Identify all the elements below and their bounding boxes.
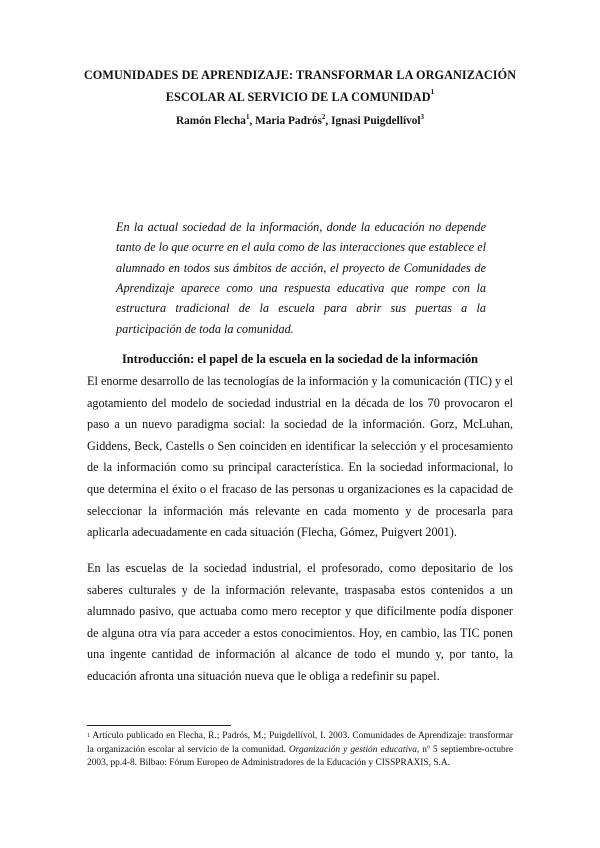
author-name: Maria Padrós (255, 115, 322, 127)
footnote (87, 730, 513, 771)
footnote-text-end: , nº 5 septiembre-octubre 2003, pp.4-8. Bilbao: Fórum Europeo de Administradores de la Educación y CISSPRAXIS, S.A. (87, 744, 513, 769)
footnote-text: Artículo publicado en Flecha, R.; Padrós, M.; Puigdellívol, I. 2003. Comunidades de Aprendizaje: transformar la organización escolar al servicio de la comunidad. (87, 731, 514, 755)
section-heading: Introducción: el papel de la escuela en la sociedad de la información (121, 352, 479, 366)
footnote-separator (87, 725, 231, 726)
author-name: Ignasi Puigdellívol (331, 115, 421, 127)
author-list (0, 115, 600, 127)
author-affiliation-mark: 2 (321, 113, 326, 121)
footnote-mark: 1 (87, 733, 90, 739)
body-paragraph: El enorme desarrollo de las tecnologías de la información y la comunicación (TIC) y el agotamiento del modelo de sociedad industrial en la década de los 70 provocaron el paso a un nuevo paradigma social: la sociedad de la información. Gorz, McLuhan, Giddens, Beck, Castells o Sen coinciden en identificar la selección y el procesamiento de la información como su principal característica. En la sociedad informacional, lo que determina el éxito o el fracaso de las personas u organizaciones es la capacidad de seleccionar la información más relevante en cada momento y de procesarla para aplicarla adecuadamente en cada situación (Flecha, Gómez, Puigvert 2001). (87, 374, 513, 540)
author-separator: , (325, 115, 332, 127)
footnote-journal: Organización y gestión educativa (288, 744, 417, 755)
title-text-line-1: COMUNIDADES DE APRENDIZAJE: TRANSFORMAR LA ORGANIZACIÓN (83, 68, 517, 82)
title-text-line-2: ESCOLAR AL SERVICIO DE LA COMUNIDAD (165, 90, 431, 104)
title-footnote-mark: 1 (430, 88, 435, 96)
paper-title-line-2 (60, 90, 540, 105)
author-separator: , (249, 115, 256, 127)
abstract: En la actual sociedad de la información, donde la educación no depende tanto de lo que ocurre en el aula como de las interacciones que establece el alumnado en todos sus ámbitos de acción, el proyecto de Comunidades de Aprendizaje aparece como una respuesta educativa que rompe con la estructura tradicional de la escuela para abrir sus puertas a la participación de toda la comunidad. (116, 220, 486, 336)
paper-title-line-1 (60, 68, 540, 83)
author-affiliation-mark: 1 (245, 113, 250, 121)
author-affiliation-mark: 3 (420, 113, 425, 121)
author-name: Ramón Flecha (175, 115, 246, 127)
body-paragraph: En las escuelas de la sociedad industrial, el profesorado, como depositario de los saberes culturales y de la información relevante, traspasaba estos contenidos a un alumnado pasivo, que actuaba como mero receptor y que difícilmente podía disponer de alguna otra vía para acceder a estos conocimientos. Hoy, en cambio, las TIC ponen una ingente cantidad de información al alcance de todo el mundo y, por tanto, la educación afronta una situación nueva que le obliga a redefinir su papel. (87, 561, 513, 683)
